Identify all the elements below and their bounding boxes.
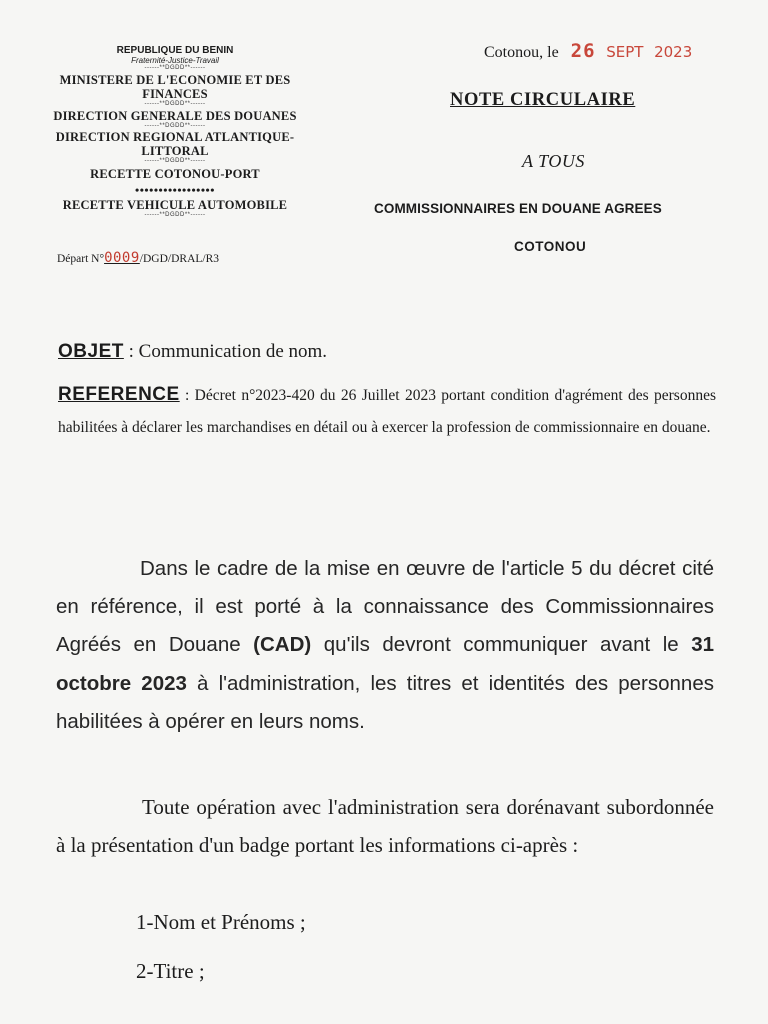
document-title: NOTE CIRCULAIRE — [450, 90, 636, 110]
national-motto: Fraternité-Justice-Travail — [131, 56, 219, 65]
reference-label: REFERENCE — [58, 384, 180, 405]
date-year: 2023 — [654, 43, 693, 61]
subject-separator: : — [123, 341, 139, 362]
list-item: 2-Titre ; — [136, 959, 205, 983]
letterhead — [30, 45, 320, 218]
departure-number-stamp: 0009 — [104, 250, 140, 266]
date-place: Cotonou, le — [484, 44, 559, 61]
date-stamp — [571, 42, 693, 61]
cad-abbreviation: (CAD) — [253, 633, 312, 657]
subject-line — [58, 341, 327, 363]
subject-label: OBJET — [58, 341, 124, 362]
dotted-divider: ••••••••••••••••• — [135, 183, 215, 197]
country-name: REPUBLIQUE DU BENIN — [116, 45, 234, 56]
directorate-general: DIRECTION GENERALE DES DOUANES — [53, 109, 297, 123]
separator: ------**DGDD**------ — [144, 65, 206, 71]
paragraph-1-text-a: Dans le cadre de la mise en œuvre de l'article 5 du décret cité en référence, il est porté à la connaissance des Commissionnaires Agréés en Douane — [56, 557, 714, 657]
separator: ------**DGDD**------ — [144, 123, 206, 129]
departure-prefix: Départ N° — [57, 253, 105, 265]
separator: ------**DGDD**------ — [144, 158, 206, 164]
office-name: RECETTE COTONOU-PORT — [90, 167, 260, 181]
salutation: A TOUS — [522, 151, 585, 171]
addressee: COMMISSIONNAIRES EN DOUANE AGREES — [374, 201, 662, 216]
vehicle-office-name: RECETTE VEHICULE AUTOMOBILE — [62, 198, 288, 212]
deadline-date: 31 octobre 2023 — [56, 633, 715, 695]
body-paragraph-1 — [56, 550, 714, 741]
regional-directorate-line2: LITTORAL — [141, 144, 209, 158]
date-month: SEPT — [606, 43, 644, 61]
list-item: 1-Nom et Prénoms ; — [136, 910, 306, 934]
regional-directorate-line1: DIRECTION REGIONAL ATLANTIQUE- — [55, 130, 295, 144]
addressee-city: COTONOU — [514, 239, 587, 254]
paragraph-1-text-c: à l'administration, les titres et identités des personnes habilitées à opérer en leurs noms. — [56, 671, 714, 733]
ministry-name: MINISTERE DE L'ECONOMIE ET DES FINANCES — [59, 73, 291, 101]
separator: ------**DGDD**------ — [144, 101, 206, 107]
subject-text: Communication de nom. — [138, 341, 328, 362]
separator: ------**DGDD**------ — [144, 212, 206, 218]
paragraph-1-text-b: qu'ils devront communiquer avant le — [311, 633, 692, 657]
date-line — [484, 40, 692, 62]
reference-block — [58, 379, 716, 444]
paragraph-2-text: Toute opération avec l'administration sera dorénavant subordonnée à la présentation d'un badge portant les informations ci-après : — [56, 795, 714, 857]
departure-reference — [57, 250, 219, 266]
reference-text: : Décret n°2023-420 du 26 Juillet 2023 portant condition d'agrément des personnes habilitées à déclarer les marchandises en détail ou à exercer la profession de commissionnaire en douane. — [58, 387, 716, 436]
body-paragraph-2 — [56, 788, 714, 864]
departure-suffix: /DGD/DRAL/R3 — [139, 253, 220, 265]
date-day: 26 — [570, 40, 596, 62]
